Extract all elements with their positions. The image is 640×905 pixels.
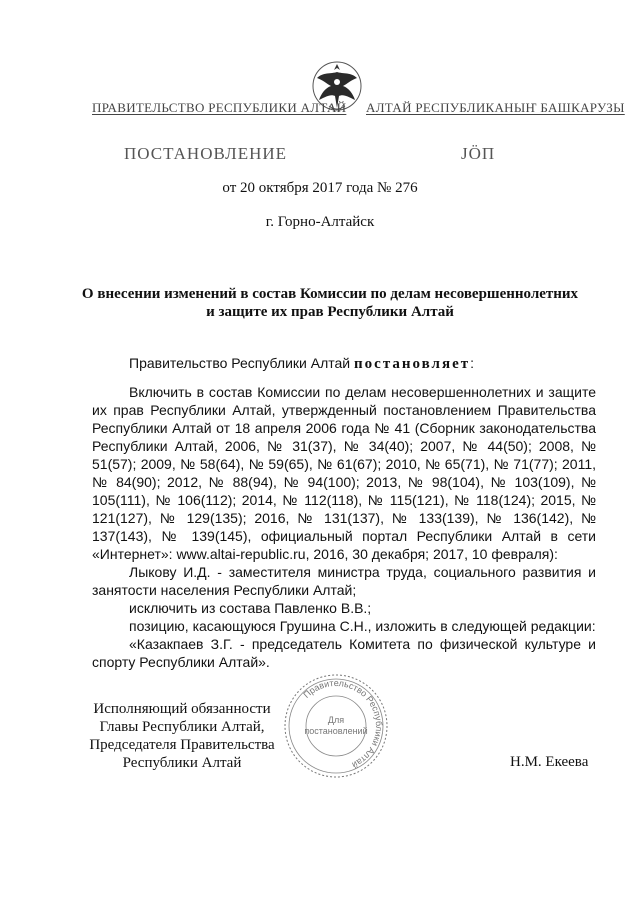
document-city: г. Горно-Алтайск: [265, 214, 375, 230]
signatory-line-3: Председателя Правительства: [89, 737, 275, 753]
body-paragraph-4: позицию, касающуюся Грушина С.Н., изложить в следующей редакции:: [129, 618, 596, 634]
signatory-line-1: Исполняющий обязанности: [93, 701, 271, 717]
stamp-center-line-2: постановлений: [304, 726, 368, 736]
stamp-ring-text: Правительство Республики Алтай: [301, 677, 385, 771]
document-type-russian: ПОСТАНОВЛЕНИЕ: [124, 144, 288, 163]
body-paragraph-1: Включить в состав Комиссии по делам несовершеннолетних и защите их прав Республики Алтай, утвержденный постановлением Правительства Республики Алтай от 18 апреля 2006 года № 41 (Сборник законодательства Республики Алтай, 2006, № 31(37), № 34(40); 2007, № 44(50); 2008, № 51(57); 2009, № 58(64), № 59(65), № 61(67); 2010, № 65(71), № 71(77); 2011, № 84(90); 2012, № 88(94), № 94(100); 2013, № 98(104), № 103(109), № 105(111), № 106(112); 2014, № 112(118), № 115(121), № 118(124); 2015, № 121(127), № 129(135); 2016, № 131(137), № 133(139), № 136(142), № 137(143), № 139(145), официальный портал Республики Алтай в сети «Интернет»: www.altai-republic.ru, 2016, 30 декабря; 2017, 10 февраля):: [92, 384, 596, 562]
document-body: [92, 383, 596, 671]
preamble: [129, 355, 474, 373]
body-paragraph-5: «Казакпаев З.Г. - председатель Комитета по физической культуре и спорту Республики Алтай».: [92, 636, 596, 670]
government-name-altai: АЛТАЙ РЕСПУБЛИКАНЫҤ БАШКАРУЗЫ: [366, 100, 625, 115]
preamble-colon: :: [470, 355, 475, 371]
preamble-verb: постановляет: [354, 356, 471, 372]
body-paragraph-3: исключить из состава Павленко В.В.;: [129, 600, 372, 616]
title-line-2: и защите их прав Республики Алтай: [206, 304, 454, 320]
official-stamp: [282, 672, 390, 780]
preamble-text: Правительство Республики Алтай: [129, 355, 355, 371]
document-date-number: от 20 октября 2017 года № 276: [222, 180, 418, 196]
signatory-line-4: Республики Алтай: [122, 755, 242, 771]
signatory-name: Н.М. Екеева: [510, 754, 589, 770]
signatory-line-2: Главы Республики Алтай,: [99, 719, 265, 735]
signatory-position: [82, 700, 282, 772]
document-title: [80, 285, 580, 321]
stamp-center-line-1: Для: [327, 715, 345, 725]
government-name-russian: ПРАВИТЕЛЬСТВО РЕСПУБЛИКИ АЛТАЙ: [92, 100, 347, 115]
body-paragraph-2: Лыкову И.Д. - заместителя министра труда, социального развития и занятости населения Республики Алтай;: [92, 564, 596, 598]
title-line-1: О внесении изменений в состав Комиссии по делам несовершеннолетних: [81, 286, 579, 302]
document-type-altai: ЈÖП: [461, 144, 496, 163]
